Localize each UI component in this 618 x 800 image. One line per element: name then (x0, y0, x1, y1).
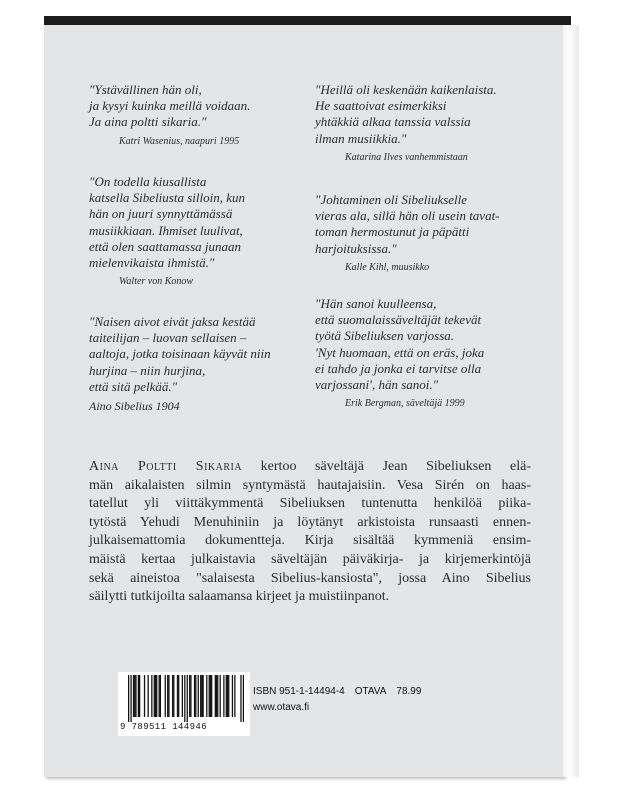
barcode-bar (217, 675, 218, 717)
barcode-bar (206, 675, 207, 717)
quote-line: "Johtaminen oli Sibeliukselle (315, 192, 468, 207)
barcode-bar (216, 675, 217, 717)
barcode-bar (211, 675, 212, 717)
isbn-info (253, 686, 431, 697)
quote-line: "Hän sanoi kuulleensa, (315, 296, 437, 311)
quote-line: "Heillä oli keskenään kaikenlaista. (315, 82, 497, 97)
book-title-caps: Aina Poltti Sikaria (89, 459, 243, 474)
quote-attribution: Aino Sibelius 1904 (89, 399, 180, 414)
barcode-bar (156, 675, 157, 717)
barcode-bar (160, 675, 161, 717)
quote-line: He saattoivat esimerkiksi (315, 98, 447, 114)
barcode-bar (187, 675, 188, 722)
barcode-bar (135, 675, 136, 717)
quote-line: aaltoja, jotka toisinaan käyvät niin (89, 346, 271, 362)
quote-line: ja kysyi kuinka meillä voidaan. (89, 98, 251, 114)
cover-side-edge (563, 25, 579, 777)
barcode-bar (177, 675, 178, 717)
barcode-bar (223, 675, 224, 717)
barcode (118, 672, 250, 736)
description-line: säilytti tutkijoilta salaamansa kirjeet ja muistiinpanot. (89, 589, 390, 605)
quote-line: varjossani', hän sanoi." (315, 377, 439, 393)
barcode-bar (173, 675, 174, 717)
quote-line: että olen saattamassa junaan (89, 238, 242, 254)
barcode-bar (130, 675, 131, 722)
description-line (89, 458, 531, 477)
quote-attribution: Walter von Konow (119, 276, 194, 288)
barcode-bar (195, 675, 196, 717)
barcode-bar (215, 675, 216, 717)
quote-line: "Ystävällinen hän oli, (89, 82, 202, 97)
quote-line: toman hermostunut ja päpätti (315, 224, 470, 240)
barcode-bar (190, 675, 191, 717)
description-line: tytöstä Yehudi Menuhiniin ja löytänyt arkistoista runsaasti ennen- (89, 514, 531, 530)
quote-line: että sitä pelkää." (89, 378, 178, 394)
publisher: OTAVA (354, 686, 387, 697)
quote-line: musiikkiaan. Ihmiset luulivat, (89, 222, 243, 238)
barcode-number: 9 789511 144946 (120, 722, 208, 732)
isbn: ISBN 951-1-14494-4 (253, 686, 345, 697)
barcode-bar (133, 675, 134, 717)
barcode-bar (198, 675, 199, 717)
quote-line: hurjina – niin hurjina, (89, 362, 206, 378)
price: 78.99 (396, 686, 422, 697)
barcode-bar (139, 675, 140, 717)
description-line: julkaisemattomia dokumentteja. Kirja sisältää kymmeniä ensim- (89, 533, 531, 549)
barcode-bar (138, 675, 139, 717)
quote-line: "Naisen aivot eivät jaksa kestää (89, 314, 256, 329)
barcode-bar (220, 675, 221, 717)
barcode-bar (184, 675, 185, 722)
barcode-bar (128, 675, 129, 722)
quote-line: ei tahdo ja jonka ei tarvitse olla (315, 360, 482, 376)
barcode-bar (210, 675, 211, 717)
barcode-bar (243, 675, 244, 722)
barcode-bar (148, 675, 149, 717)
quote-line: harjoituksissa." (315, 240, 397, 256)
barcode-bar (151, 675, 152, 717)
barcode-bar (226, 675, 227, 717)
barcode-bar (159, 675, 160, 717)
quote-kalle-kihl (315, 192, 500, 276)
barcode-bar (234, 675, 235, 717)
quote-line: Ja aina poltti sikaria." (89, 114, 207, 130)
barcode-bar (202, 675, 203, 717)
quote-line: ilman musiikkia." (315, 130, 407, 146)
quote-line: 'Nyt huomaan, että on eräs, joka (315, 344, 485, 360)
quote-line: mielenvikaista ihmistä." (89, 255, 215, 271)
barcode-bar (201, 675, 202, 717)
quote-attribution: Erik Bergman, säveltäjä 1999 (345, 398, 465, 410)
barcode-bar (167, 675, 168, 717)
barcode-bar (189, 675, 190, 717)
barcode-bars (128, 675, 244, 722)
barcode-bar (165, 675, 166, 717)
description-line: tatellut yli viittäkymmentä Sibeliuksen tuntenutta henkilöä piika- (89, 496, 531, 512)
description-line: män aikalaisten silmin syntymästä hautajaisiin. Vesa Sirén on haas- (89, 477, 531, 493)
quote-attribution: Katarina Ilves vanhemmistaan (345, 151, 468, 163)
quote-line: yhtäkkiä alkaa tanssia valssia (315, 114, 471, 130)
quote-line: työtä Sibeliuksen varjossa. (315, 328, 455, 344)
book-description (89, 458, 531, 607)
quote-katarina-ilves (315, 82, 497, 166)
barcode-bar (168, 675, 169, 717)
barcode-bar (144, 675, 145, 717)
quote-line: "On todella kiusallista (89, 174, 207, 189)
description-line: mäistä kertaa julkaistavia säveltäjän päiväkirja- ja kirjemerkintöjä (89, 551, 531, 567)
quote-erik-bergman (315, 296, 484, 412)
barcode-bar (134, 675, 135, 717)
quote-line: että suomalaissäveltäjät tekevät (315, 312, 482, 328)
barcode-bar (228, 675, 229, 717)
barcode-bar (209, 675, 210, 717)
barcode-bar (194, 675, 195, 717)
description-line: sekä aineistoa "salaisesta Sibelius-kansiosta", jossa Aino Sibelius (89, 570, 531, 586)
barcode-bar (232, 675, 233, 717)
barcode-bar (182, 675, 183, 717)
quote-line: hän on juuri synnyttämässä (89, 206, 233, 222)
quote-walter-von-konow (89, 174, 245, 290)
quote-attribution: Kalle Kihl, muusikko (345, 261, 430, 273)
barcode-bar (172, 675, 173, 717)
barcode-bar (227, 675, 228, 717)
publisher-website: www.otava.fi (253, 702, 310, 713)
quote-aino-sibelius (89, 314, 271, 414)
quote-line: taiteilijan – luovan sellaisen – (89, 330, 247, 346)
barcode-bar (154, 675, 155, 717)
barcode-bar (200, 675, 201, 717)
barcode-bar (240, 675, 241, 722)
description-first-line: kertoo säveltäjä Jean Sibeliuksen elä- (242, 459, 531, 474)
quote-line: vieras ala, sillä hän oli usein tavat- (315, 208, 500, 224)
barcode-bar (178, 675, 179, 717)
quote-katri-wasenius (89, 82, 250, 150)
quote-attribution: Katri Wasenius, naapuri 1995 (119, 135, 240, 147)
quote-line: katsella Sibeliusta silloin, kun (89, 190, 245, 206)
barcode-bar (155, 675, 156, 717)
